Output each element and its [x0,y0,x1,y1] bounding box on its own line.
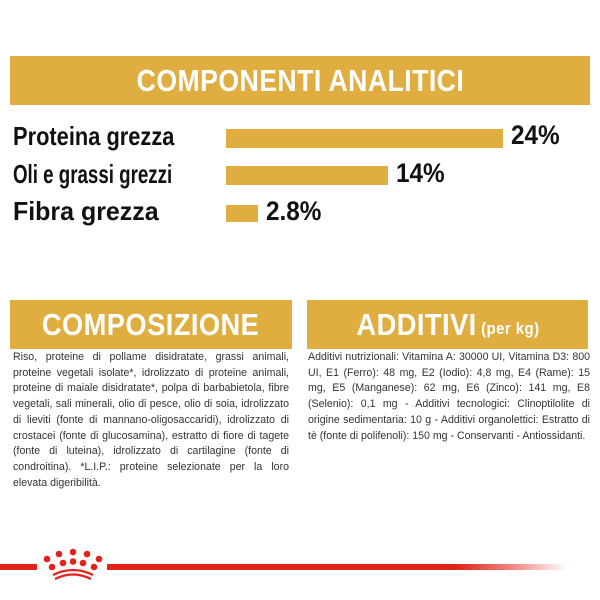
additivi-header [307,300,588,349]
component-label: Fibra grezza [13,196,159,226]
component-value: 24% [511,120,560,150]
component-bar [226,166,388,185]
component-value: 2.8% [266,196,322,226]
component-bar [226,129,503,148]
component-value: 14% [396,158,445,188]
composizione-header [10,300,292,349]
additivi-text: Additivi nutrizionali: Vitamina A: 30000 UI, Vitamina D3: 800 UI, E1 (Ferro): 48 mg, E2 (Iodio): 4,8 mg, E4 (Rame): 15 mg, E5 (Manganese): 62 mg, E6 (Zinco): 141 mg, E8 (Selenio): 0,1 mg - Additivi tecnologici: Clinoptilolite di origine sedimentaria: 10 g - Additivi organolettici: Estratto di tè (fonte di polifenoli): 150 mg - Conservanti - Antiossidanti. [308,351,590,442]
royal-canin-crown-icon [42,548,104,582]
brand-line-right [107,564,567,570]
brand-line-left [0,564,37,570]
additivi-subtitle: (per kg) [480,318,540,338]
composizione-text: Riso, proteine di pollame disidratate, grassi animali, proteine vegetali isolate*, idrolizzato di proteine animali, proteine di maiale disidratate*, polpa di barbabietola, fibre vegetali, sali minerali, olio di pesce, olio di soia, idrolizzato di lieviti (fonte di mannano-oligosaccaridi), idrolizzato di crostacei (fonte di glucosamina), estratto di fiore di tagete (fonte di luteina), idrolizzato di cartilagine (fonte di condroitina). *L.I.P.: proteine selezionate per la loro elevata digeribilità. [13,351,289,489]
composizione-title: COMPOSIZIONE [42,306,260,342]
component-bar [226,205,258,222]
componenti-analitici-title: COMPONENTI ANALITICI [136,62,464,98]
additivi-title-group [356,307,539,343]
component-label: Oli e grassi grezzi [13,159,173,189]
additivi-title: ADDITIVI [355,306,477,342]
componenti-analitici-header [10,56,590,105]
component-label: Proteina grezza [13,121,175,151]
